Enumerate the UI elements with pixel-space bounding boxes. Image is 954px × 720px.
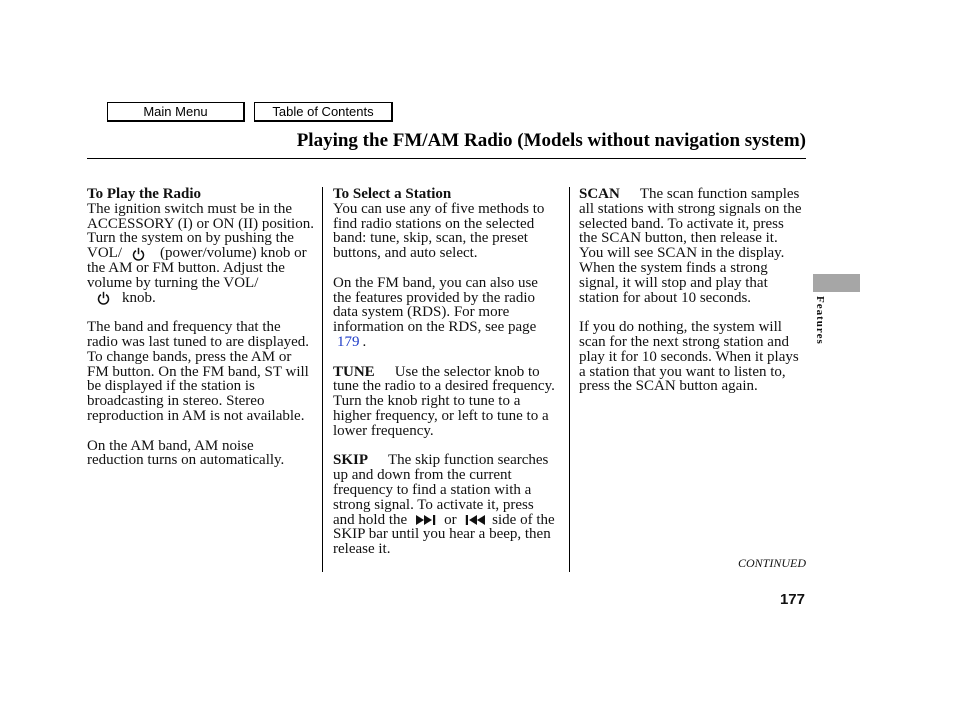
- section-tab-label: Features: [814, 296, 826, 345]
- body-text-line: the features provided by the radio: [333, 289, 536, 306]
- body-text-line: FM button. On the FM band, ST will: [87, 363, 309, 380]
- body-text-line: If you do nothing, the system will: [579, 319, 782, 336]
- body-text-line: play it for 10 seconds. When it plays: [579, 348, 799, 365]
- body-text-line: reproduction in AM is not available.: [87, 407, 305, 424]
- body-text-line: [87, 246, 314, 261]
- body-text-line: [579, 187, 802, 202]
- skip-back-bar: [466, 515, 468, 525]
- body-text-line: On the FM band, you can also use: [333, 274, 538, 291]
- body-text-line: The ignition switch must be in the: [87, 200, 292, 217]
- skip-forward-bar: [433, 515, 435, 525]
- body-text-segment: and hold the: [333, 511, 408, 528]
- body-text-line: strong signal. To activate it, press: [333, 496, 534, 513]
- body-text-line: find radio stations on the selected: [333, 215, 535, 232]
- run-in-heading-tune: TUNE: [333, 363, 375, 380]
- body-text-line: lower frequency.: [333, 422, 434, 439]
- body-text-line: [333, 365, 555, 380]
- body-text-line: data system (RDS). For more: [333, 304, 510, 321]
- body-text-line: volume by turning the VOL/: [87, 274, 259, 291]
- body-text-line: scan for the next strong station and: [579, 333, 789, 350]
- column-play-radio: [87, 187, 314, 483]
- body-text-line: You can use any of five methods to: [333, 200, 545, 217]
- paragraph: [87, 320, 314, 424]
- body-text-line: On the AM band, AM noise: [87, 437, 254, 454]
- body-text-line: selected band. To activate it, press: [579, 215, 784, 232]
- run-in-heading-skip: SKIP: [333, 452, 369, 469]
- body-text-segment: .: [362, 333, 367, 350]
- body-text-line: band: tune, skip, scan, the preset: [333, 230, 528, 247]
- body-text-line: Turn the knob right to tune to a: [333, 393, 521, 410]
- body-text-line: The band and frequency that the: [87, 319, 281, 336]
- body-text-line: When the system finds a strong: [579, 259, 768, 276]
- page-number: 177: [779, 591, 805, 608]
- skip-forward-icon: [416, 515, 436, 525]
- paragraph: [333, 276, 555, 350]
- body-text-line: Turn the system on by pushing the: [87, 230, 294, 247]
- body-text-line: frequency to find a station with a: [333, 481, 532, 498]
- body-text-line: buttons, and auto select.: [333, 245, 478, 262]
- body-text-line: release it.: [333, 541, 391, 558]
- skip-forward-arrows: [416, 515, 432, 525]
- body-text-line: You will see SCAN in the display.: [579, 245, 785, 262]
- paragraph-tune: [333, 365, 555, 439]
- column-divider: [569, 187, 570, 572]
- main-menu-button[interactable]: Main Menu: [107, 102, 245, 122]
- section-heading-play-radio: To Play the Radio: [87, 186, 202, 202]
- paragraph: [333, 202, 555, 261]
- skip-back-icon: [465, 515, 485, 525]
- body-text-line: [333, 513, 555, 528]
- body-text-segment: VOL/: [87, 245, 122, 262]
- body-text-line: all stations with strong signals on the: [579, 200, 802, 217]
- body-text-line: higher frequency, or left to tune to a: [333, 407, 549, 424]
- body-text-segment: side of the: [492, 511, 555, 528]
- body-text-segment: (power/volume) knob or: [160, 245, 307, 262]
- body-text-line: [333, 453, 555, 468]
- body-text-line: the SCAN button, then release it.: [579, 230, 778, 247]
- rds-page-link[interactable]: 179: [337, 333, 360, 350]
- body-text-line: reduction turns on automatically.: [87, 452, 285, 469]
- title-rule: [87, 158, 806, 159]
- power-icon: [97, 291, 110, 305]
- body-text-segment: The skip function searches: [388, 452, 549, 469]
- body-text-line: [87, 291, 314, 306]
- paragraph: [87, 439, 314, 469]
- body-text-segment: The scan function samples: [639, 186, 800, 202]
- body-text-line: up and down from the current: [333, 467, 512, 484]
- body-text-line: information on the RDS, see page: [333, 319, 537, 336]
- section-heading-select-station: To Select a Station: [333, 186, 452, 202]
- body-text-line: tune the radio to a desired frequency.: [333, 378, 555, 395]
- body-text-line: station for about 10 seconds.: [579, 289, 752, 306]
- page-title: Playing the FM/AM Radio (Models without navigation system): [296, 130, 806, 151]
- continued-label: CONTINUED: [737, 556, 806, 570]
- body-text-line: be displayed if the station is: [87, 378, 255, 395]
- body-text-line: a station that you want to listen to,: [579, 363, 786, 380]
- paragraph-skip: [333, 453, 555, 557]
- body-text-line: the AM or FM button. Adjust the: [87, 259, 285, 276]
- paragraph: [87, 202, 314, 306]
- body-text-line: press the SCAN button again.: [579, 378, 758, 395]
- skip-back-arrows: [469, 515, 485, 525]
- body-text-line: broadcasting in stereo. Stereo: [87, 393, 265, 410]
- table-of-contents-button[interactable]: Table of Contents: [254, 102, 393, 122]
- paragraph-scan: [579, 187, 802, 305]
- run-in-heading-scan: SCAN: [579, 186, 620, 202]
- body-text-line: SKIP bar until you hear a beep, then: [333, 526, 551, 543]
- body-text-line: ACCESSORY (I) or ON (II) position.: [87, 215, 314, 232]
- body-text-line: signal, it will stop and play that: [579, 274, 768, 291]
- body-text-segment: or: [444, 511, 457, 528]
- section-tab-marker: [813, 274, 860, 292]
- body-text-line: [333, 335, 555, 350]
- column-divider: [322, 187, 323, 572]
- column-select-station: [333, 187, 555, 572]
- body-text-line: To change bands, press the AM or: [87, 348, 292, 365]
- body-text-line: radio was last tuned to are displayed.: [87, 333, 310, 350]
- column-scan: [579, 187, 802, 409]
- power-icon: [132, 247, 145, 261]
- paragraph: [579, 320, 802, 394]
- body-text-segment: Use the selector knob to: [394, 363, 540, 380]
- body-text-segment: knob.: [122, 289, 156, 306]
